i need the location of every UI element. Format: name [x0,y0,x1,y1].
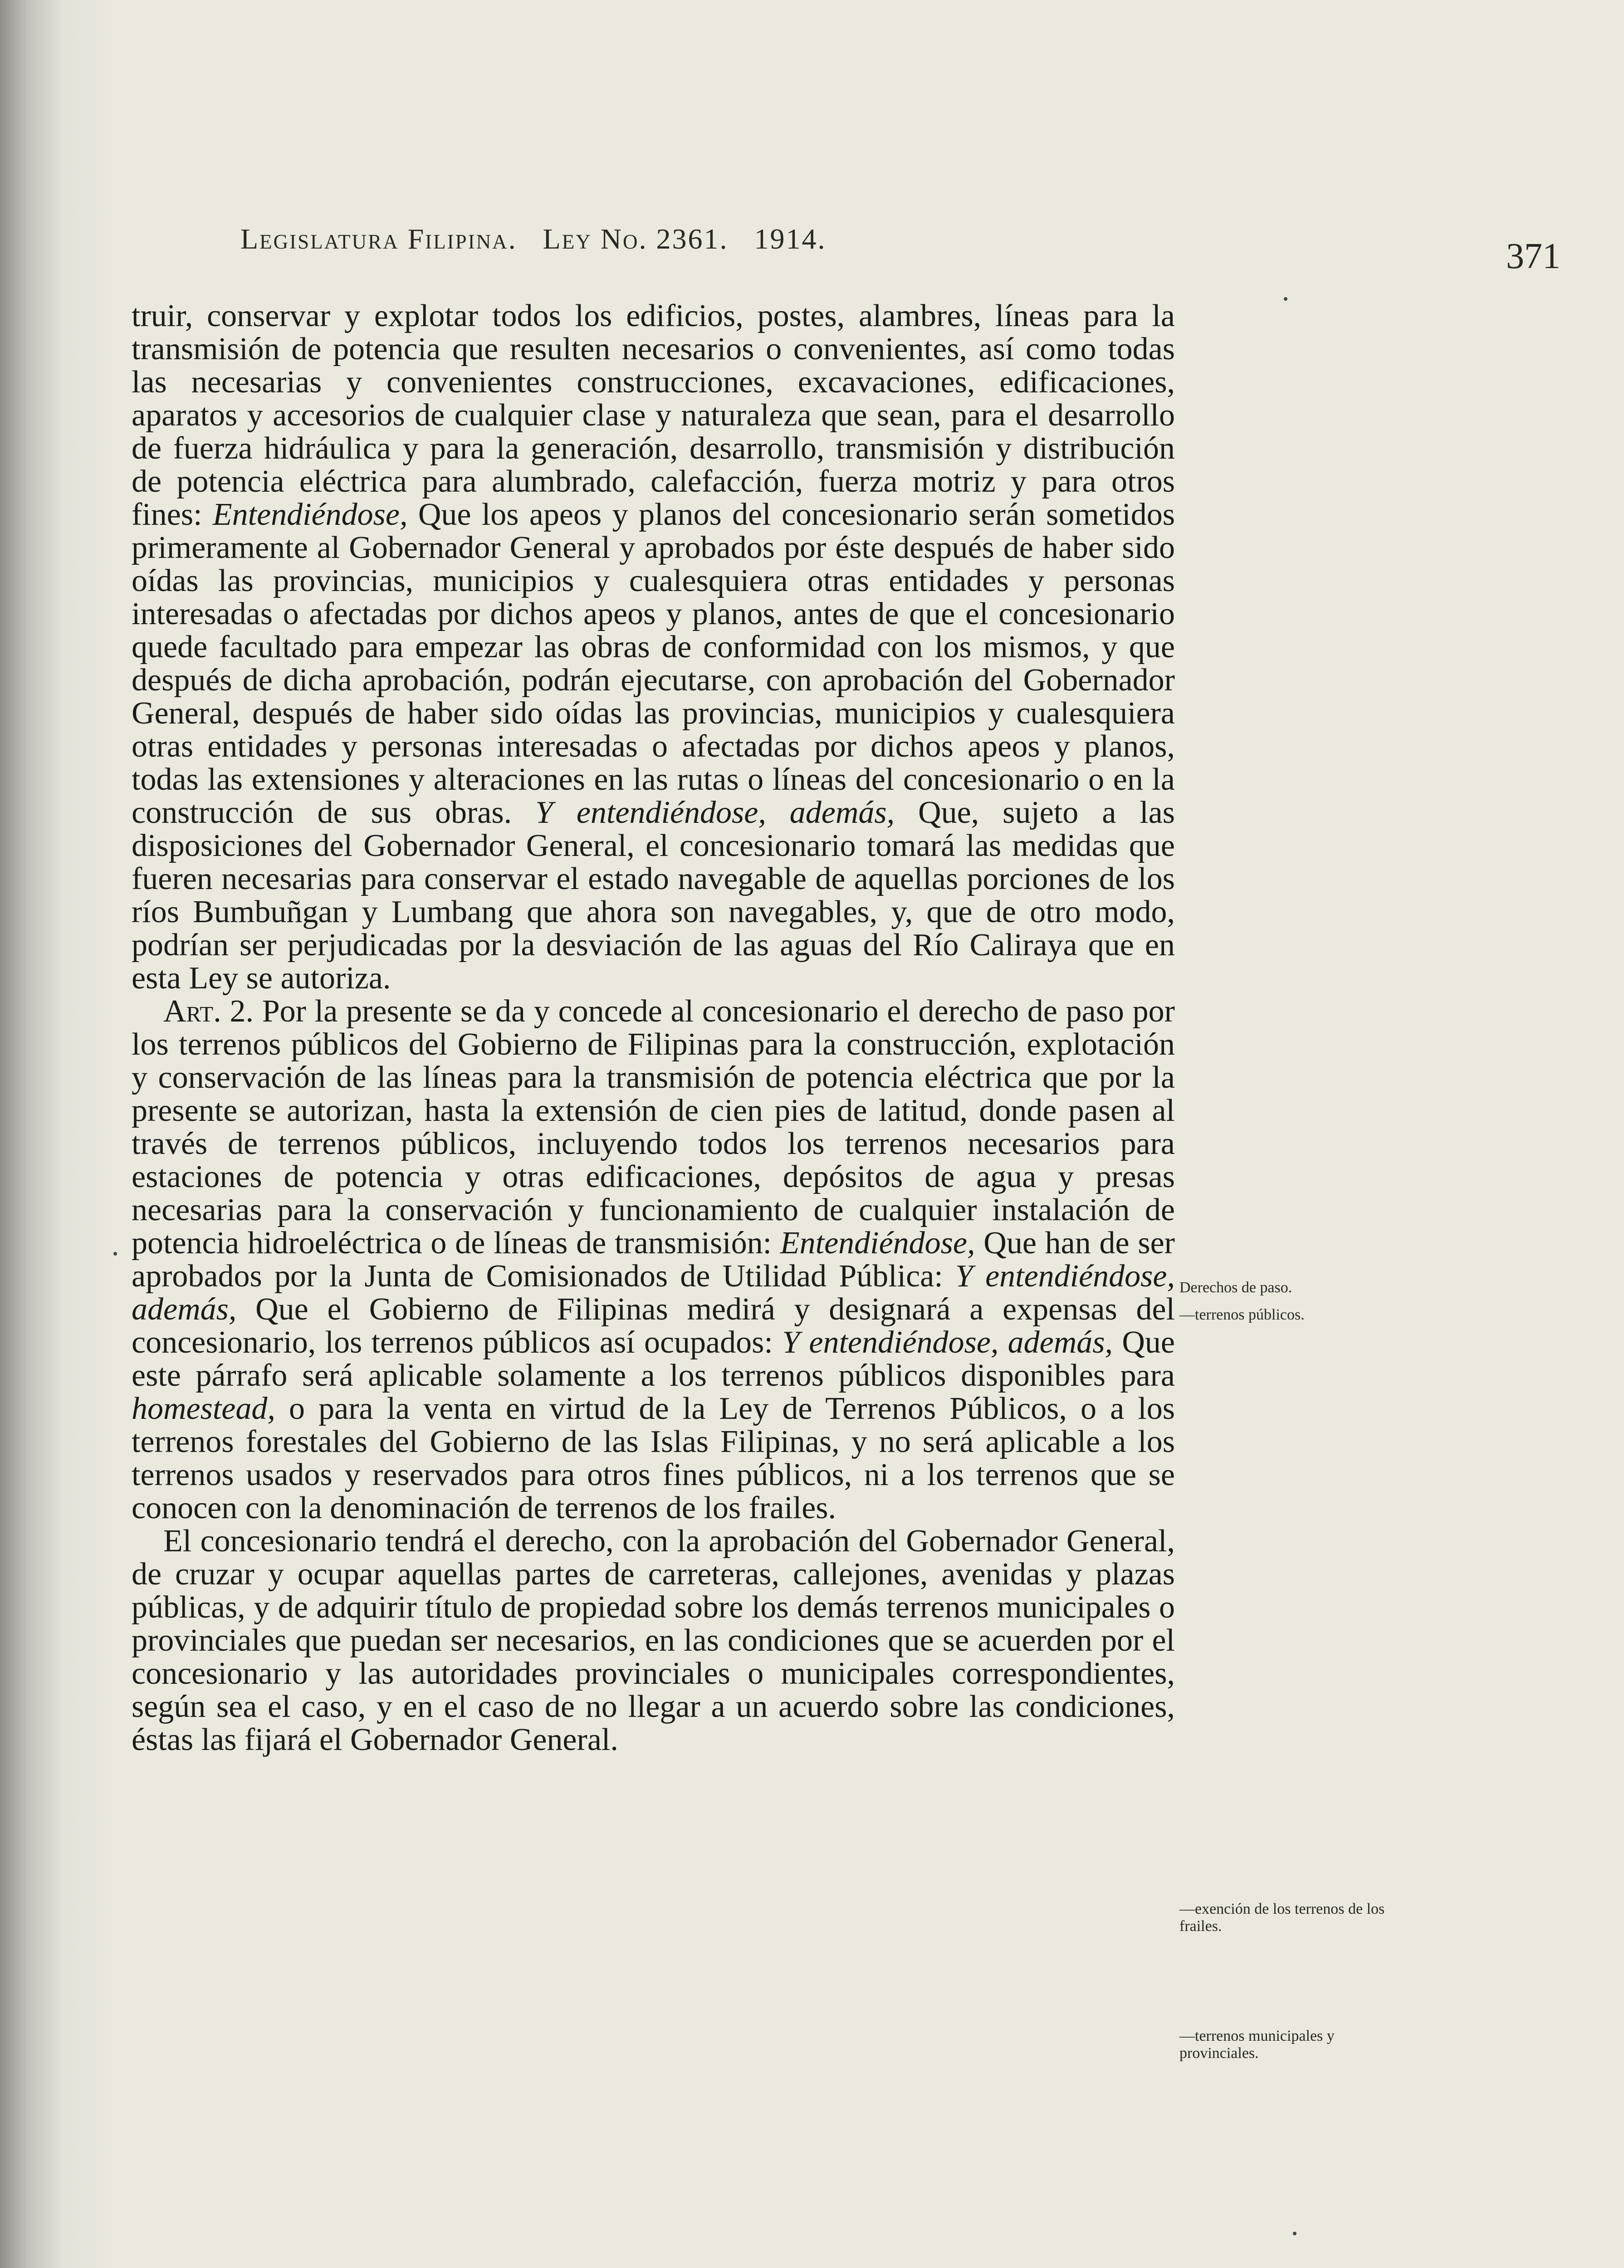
text-run: Que el Gobierno de Filipinas medirá y designará a expensas del concesionario, los terrenos públicos así ocupados: [132,1292,1175,1360]
body-text [132,299,1175,1756]
margin-note-exencion-frailes: —exención de los terrenos de los frailes. [1179,1901,1385,1935]
text-run: Que, sujeto a las disposiciones del Gobernador General, el concesionario tomará las medidas que fueren necesarias para conservar el estado navegable de aquellas porciones de los ríos Bumbuñgan y Lumbang que ahora son navegables, y, que de otro modo, podrían ser perjudicadas por la desviación de las aguas del Río Caliraya que en esta Ley se autoriza. [132,795,1175,996]
margin-note-terrenos-municipales: —terrenos municipales y provinciales. [1179,2028,1335,2062]
page-number: 371 [1506,236,1560,276]
paragraph [132,995,1175,1525]
italic-text: Y entendiéndose, además, [132,1259,1175,1327]
running-head-year: 1914. [754,223,827,255]
running-head-law: Ley No. 2361. [543,223,729,255]
specks [1284,297,1287,301]
text-run: Por la presente se da y concede al concesionario el derecho de paso por los terrenos públicos del Gobierno de Filipinas para la construcción, explotación y conservación de las líneas para la transmisión de potencia eléctrica que por la presente se autorizan, hasta la extensión de cien pies de latitud, donde pasen al través de terrenos públicos, incluyendo todos los terrenos necesarios para estaciones de potencia y otras edificaciones, depósitos de agua y presas necesarias para la conservación y funcionamiento de cualquier instalación de potencia hidroeléctrica o de líneas de transmisión: [132,994,1175,1261]
running-head [240,222,826,256]
text-run: truir, conservar y explotar todos los edificios, postes, alambres, líneas para la transmisión de potencia que resulten necesarios o convenientes, así como todas las necesarias y convenientes construcciones, excavaciones, edificaciones, aparatos y accesorios de cualquier clase y naturaleza que sean, para el desarrollo de fuerza hidráulica y para la generación, desarrollo, transmisión y distribución de potencia eléctrica para alumbrado, calefacción, fuerza motriz y para otros fines: [132,298,1175,532]
running-head-title: Legislatura Filipina. [240,223,517,255]
text-run: o para la venta en virtud de la Ley de Terrenos Públicos, o a los terrenos forestales del Gobierno de las Islas Filipinas, y no será aplicable a los terrenos usados y reservados para otros fines públicos, ni a los terrenos que se conocen con la denominación de terrenos de los frailes. [132,1391,1175,1525]
italic-text: homestead, [132,1391,275,1426]
margin-note-derechos-de-paso: Derechos de paso. [1179,1279,1292,1296]
specks [113,1252,117,1256]
italic-text: Entendiéndose, [780,1226,975,1261]
margin-note-terrenos-publicos: —terrenos públicos. [1179,1306,1305,1323]
text-run: Que los apeos y planos del concesionario serán sometidos primeramente al Gobernador General y aprobados por éste después de haber sido oídas las provincias, municipios y cualesquiera otras entidades y personas interesadas o afectadas por dichos apeos y planos, antes de que el concesionario quede facultado para empezar las obras de conformidad con los mismos, y que después de dicha aprobación, podrán ejecutarse, con aprobación del Gobernador General, después de haber sido oídas las provincias, municipios y cualesquiera otras entidades y personas interesadas o afectadas por dichos apeos y planos, todas las extensiones y alteraciones en las rutas o líneas del concesionario o en la construcción de sus obras. [132,497,1175,830]
specks [1293,2232,1296,2235]
paragraph [132,299,1175,995]
italic-text: Y entendiéndose, además, [535,795,895,830]
text-run: El concesionario tendrá el derecho, con la aprobación del Gobernador General, de cruzar y ocupar aquellas partes de carreteras, callejones, avenidas y plazas públicas, y de adquirir título de propiedad sobre los demás terrenos municipales o provinciales que puedan ser necesarios, en las condiciones que se acuerden por el concesionario y las autoridades provinciales o municipales correspondientes, según sea el caso, y en el caso de no llegar a un acuerdo sobre las condiciones, éstas las fijará el Gobernador General. [132,1524,1175,1757]
paragraph [132,1525,1175,1756]
italic-text: Y entendiéndose, además, [782,1325,1113,1360]
italic-text: Entendiéndose, [212,497,408,532]
article-label: Art. 2. [163,994,254,1029]
text-run: Que han de ser aprobados por la Junta de Comisionados de Utilidad Pública: [132,1226,1175,1294]
text-run: Que este párrafo será aplicable solamente a los terrenos públicos disponibles para [132,1325,1175,1393]
